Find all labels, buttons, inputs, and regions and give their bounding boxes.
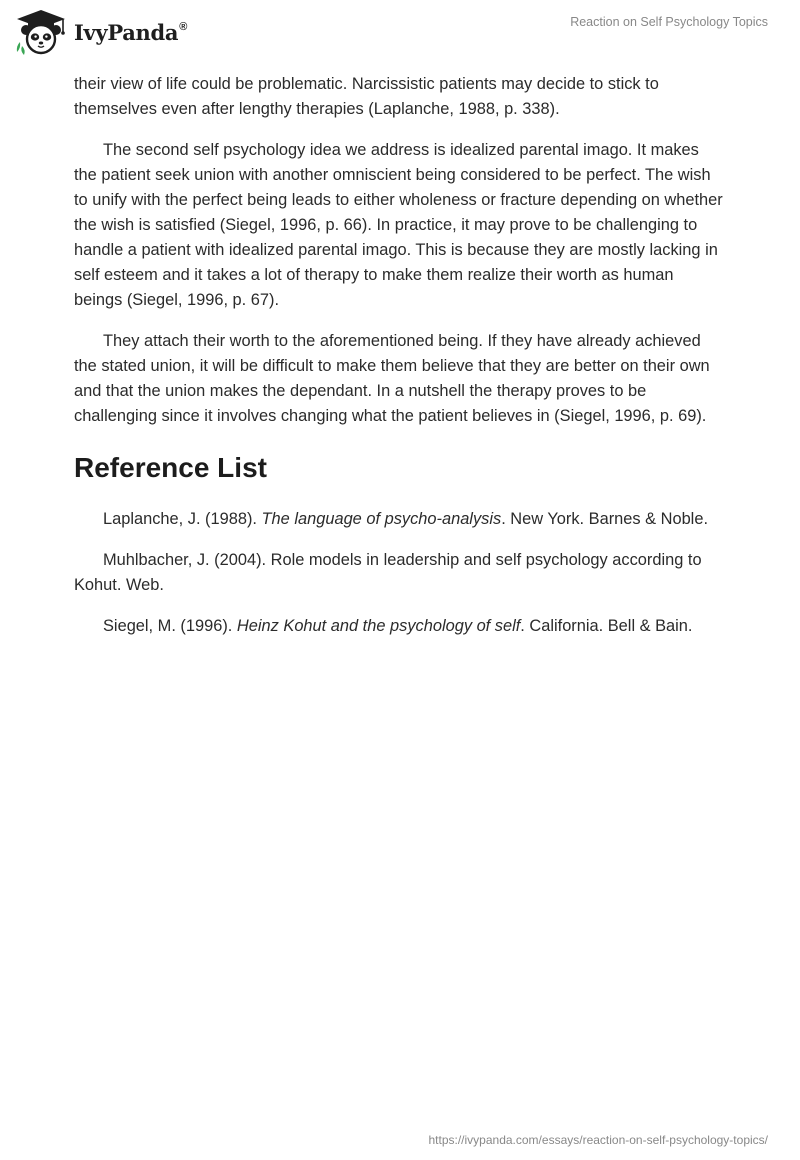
- ivypanda-logo[interactable]: [14, 8, 187, 56]
- reference-item: Siegel, M. (1996). Heinz Kohut and the psychology of self. California. Bell & Bain.: [103, 617, 693, 635]
- reference-item: Muhlbacher, J. (2004). Role models in leadership and self psychology according to Kohut. Web.: [74, 551, 702, 594]
- reference-item: Laplanche, J. (1988). The language of psycho-analysis. New York. Barnes & Noble.: [103, 510, 708, 528]
- source-url-link[interactable]: https://ivypanda.com/essays/reaction-on-self-psychology-topics/: [428, 1133, 768, 1147]
- registered-mark: ®: [179, 20, 188, 33]
- body-paragraph: They attach their worth to the aforementioned being. If they have already achieved the stated union, it will be difficult to make them believe that they are better on their own and that the union makes the dependant. In a nutshell the therapy proves to be challenging since it involves changing what the patient believes in (Siegel, 1996, p. 69).: [74, 332, 710, 425]
- body-paragraph: their view of life could be problematic. Narcissistic patients may decide to stick to themselves even after lengthy therapies (Laplanche, 1988, p. 338).: [74, 75, 659, 118]
- brand-name: IvyPanda®: [74, 19, 188, 45]
- panda-graduate-icon: [14, 8, 68, 56]
- body-paragraph: The second self psychology idea we address is idealized parental imago. It makes the patient seek union with another omniscient being considered to be perfect. The wish to unify with the perfect being leads to either wholeness or fracture depending on whether the wish is satisfied (Siegel, 1996, p. 66). In practice, it may prove to be challenging to handle a patient with idealized parental imago. This is because they are mostly lacking in self esteem and it takes a lot of therapy to make them realize their worth as human beings (Siegel, 1996, p. 67).: [74, 141, 723, 309]
- reference-title: Heinz Kohut and the psychology of self: [236, 617, 521, 635]
- reference-title: The language of psycho-analysis: [261, 510, 502, 528]
- document-body: [74, 72, 726, 655]
- reference-list-heading: Reference List: [74, 452, 267, 483]
- document-title: Reaction on Self Psychology Topics: [570, 15, 768, 29]
